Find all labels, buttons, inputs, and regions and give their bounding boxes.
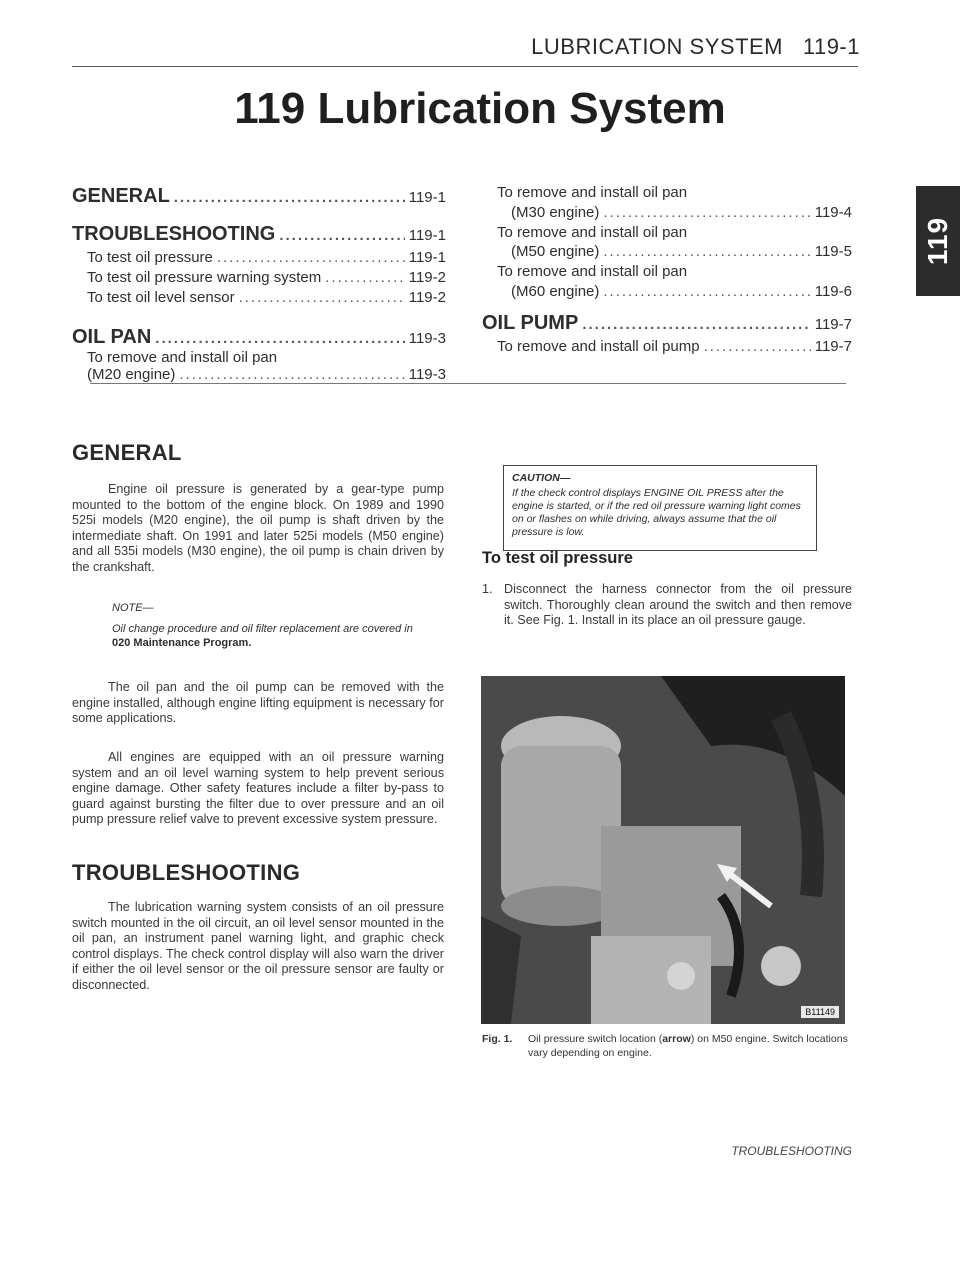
general-paragraph-1: Engine oil pressure is generated by a gear-type pump mounted to the bottom of the engine block. On 1989 and 1990 525i models (M20 engine), the oil pump is shaft driven by the intermediate shaft. On 1991 and later 525i models (M50 engine) and all 535i models (M30 engine), the oil pump is chain driven by the crankshaft. <box>72 482 444 574</box>
chapter-tab-label: 119 <box>922 216 953 266</box>
note-block <box>112 602 432 650</box>
page-number: 119-1 <box>802 34 860 59</box>
note-title: NOTE— <box>112 602 154 614</box>
engine-photo <box>481 676 845 1024</box>
test-oil-pressure-heading: To test oil pressure <box>482 549 633 567</box>
toc-entry[interactable]: (M60 engine) ..... 119-6 <box>511 283 852 301</box>
toc-entry[interactable]: To test oil pressure warning system ..... 119-2 <box>87 269 446 287</box>
toc-entry[interactable]: OIL PUMP ..... 119-7 <box>482 314 852 334</box>
figure-caption <box>482 1032 852 1060</box>
toc-entry[interactable]: (M20 engine) ..... 119-3 <box>87 366 446 384</box>
figure-number: Fig. 1. <box>482 1033 513 1045</box>
toc-entry[interactable]: To test oil level sensor ..... 119-2 <box>87 289 446 307</box>
step-number: 1. <box>482 582 493 596</box>
figure-id-label: B11149 <box>801 1006 839 1018</box>
general-paragraph-3: All engines are equipped with an oil pressure warning system and an oil level warning system to help prevent serious engine damage. Other safety features include a filter by-pass to guard against bursting the filter due to over pressure and an oil pump pressure relief valve to prevent excessive system pressure. <box>72 750 444 826</box>
header-rule <box>72 66 858 67</box>
toc-entry-label: To remove and install oil pan <box>497 224 688 241</box>
toc-entry[interactable]: GENERAL ..... 119-1 <box>72 187 446 207</box>
note-reference: 020 Maintenance Program. <box>112 637 252 649</box>
toc-entry-label: To remove and install oil pan <box>497 263 688 280</box>
figure-caption-text: Oil pressure switch location (arrow) on M50 engine. Switch locations vary depending on engine. <box>528 1033 848 1059</box>
caution-box <box>503 465 817 551</box>
toc-entry[interactable]: To remove and install oil pump ..... 119-7 <box>497 338 852 356</box>
toc-entry[interactable]: (M50 engine) ..... 119-5 <box>511 243 852 261</box>
note-text: Oil change procedure and oil filter replacement are covered in 020 Maintenance Program. <box>112 623 413 649</box>
page-title: 119 Lubrication System <box>234 84 726 133</box>
step-1 <box>482 582 852 629</box>
toc-entry[interactable]: To test oil pressure ..... 119-1 <box>87 249 446 267</box>
engine-photo-illustration <box>481 676 845 1024</box>
general-heading: GENERAL <box>72 440 182 465</box>
toc-entry-label: To remove and install oil pan <box>87 349 278 366</box>
caution-text: If the check control displays ENGINE OIL PRESS after the engine is started, or if the red oil pressure warning light comes on or flashes on while driving, always assume that the oil pressure is low. <box>512 487 801 538</box>
running-header <box>500 34 860 60</box>
toc-entry[interactable]: OIL PAN ..... 119-3 <box>72 328 446 348</box>
section-divider <box>90 383 846 384</box>
running-footer: TROUBLESHOOTING <box>731 1144 852 1158</box>
caution-title: CAUTION— <box>512 472 571 484</box>
toc-entry-label: To remove and install oil pan <box>497 184 688 201</box>
general-paragraph-2: The oil pan and the oil pump can be removed with the engine installed, although engine lifting equipment is necessary for some applications. <box>72 680 444 725</box>
step-text: Disconnect the harness connector from the oil pressure switch. Thoroughly clean around the switch and then remove it. See Fig. 1. Install in its place an oil pressure gauge. <box>504 582 852 627</box>
toc-entry[interactable]: (M30 engine) ..... 119-4 <box>511 204 852 222</box>
troubleshooting-heading: TROUBLESHOOTING <box>72 860 301 885</box>
toc-entry[interactable]: TROUBLESHOOTING ..... 119-1 <box>72 225 446 245</box>
troubleshooting-paragraph: The lubrication warning system consists of an oil pressure switch mounted in the oil circuit, an oil level sensor mounted in the oil pan, an instrument panel warning light, and graphic check control displays. The check control display will also warn the driver if either the oil level sensor or the oil pressure sensor are faulty or disconnected. <box>72 900 444 992</box>
running-title: LUBRICATION SYSTEM <box>531 34 784 59</box>
chapter-tab <box>916 186 960 296</box>
